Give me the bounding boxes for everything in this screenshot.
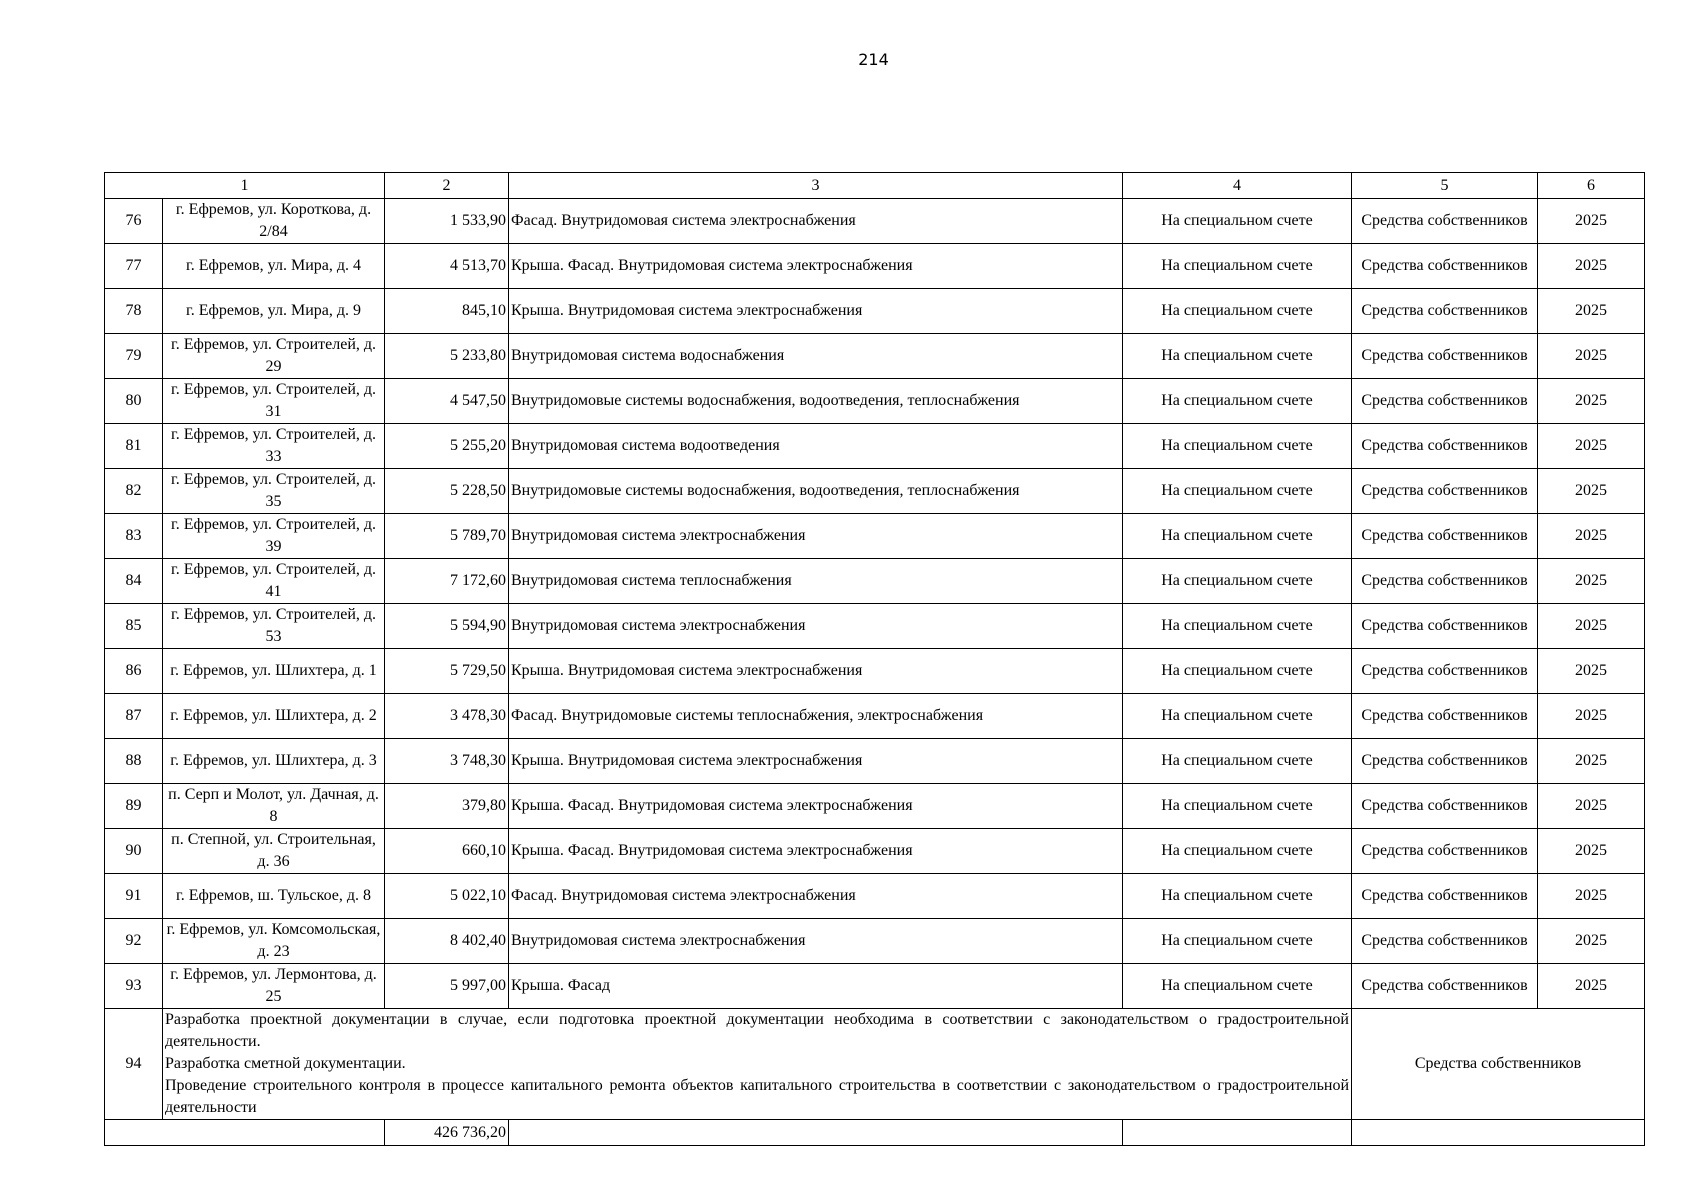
works-cell: Фасад. Внутридомовая система электроснабжения [509,199,1123,244]
row-number: 86 [105,649,163,694]
works-cell: Внутридомовые системы водоснабжения, водоотведения, теплоснабжения [509,379,1123,424]
year-cell: 2025 [1538,469,1645,514]
funding-source-cell: Средства собственников [1352,334,1538,379]
empty-cell [509,1120,1123,1146]
funding-source-cell: Средства собственников [1352,694,1538,739]
year-cell: 2025 [1538,244,1645,289]
address-cell: г. Ефремов, ул. Строителей, д. 33 [163,424,385,469]
works-cell: Крыша. Внутридомовая система электроснабжения [509,649,1123,694]
funding-source-cell: Средства собственников [1352,514,1538,559]
table-row [105,874,1645,919]
account-cell: На специальном счете [1123,199,1352,244]
cost-cell: 3 478,30 [385,694,509,739]
funding-source-cell: Средства собственников [1352,1009,1645,1120]
cost-cell: 845,10 [385,289,509,334]
year-cell: 2025 [1538,424,1645,469]
table-row [105,289,1645,334]
funding-source-cell: Средства собственников [1352,739,1538,784]
address-cell: г. Ефремов, ул. Короткова, д. 2/84 [163,199,385,244]
empty-cell [1123,1120,1352,1146]
funding-source-cell: Средства собственников [1352,199,1538,244]
address-cell: г. Ефремов, ул. Строителей, д. 31 [163,379,385,424]
note-text-cell [163,1009,1352,1120]
note-line: Разработка проектной документации в случае, если подготовка проектной документации необходима в соответствии с законодательством о градостроительной деятельности. [165,1011,1349,1050]
address-cell: г. Ефремов, ул. Строителей, д. 35 [163,469,385,514]
works-cell: Крыша. Внутридомовая система электроснабжения [509,289,1123,334]
works-cell: Крыша. Фасад. Внутридомовая система электроснабжения [509,244,1123,289]
address-cell: г. Ефремов, ул. Комсомольская, д. 23 [163,919,385,964]
funding-source-cell: Средства собственников [1352,829,1538,874]
table-row-note [105,1009,1645,1120]
cost-cell: 1 533,90 [385,199,509,244]
works-cell: Крыша. Фасад [509,964,1123,1009]
address-cell: п. Серп и Молот, ул. Дачная, д. 8 [163,784,385,829]
year-cell: 2025 [1538,739,1645,784]
row-number: 92 [105,919,163,964]
works-cell: Внутридомовая система электроснабжения [509,604,1123,649]
total-cost-cell: 426 736,20 [385,1120,509,1146]
column-header: 3 [509,173,1123,199]
row-number: 81 [105,424,163,469]
account-cell: На специальном счете [1123,649,1352,694]
table-row [105,469,1645,514]
address-cell: г. Ефремов, ул. Строителей, д. 39 [163,514,385,559]
column-header: 6 [1538,173,1645,199]
column-header: 5 [1352,173,1538,199]
table-row [105,559,1645,604]
works-cell: Внутридомовая система теплоснабжения [509,559,1123,604]
works-cell: Внутридомовая система водоснабжения [509,334,1123,379]
address-cell: г. Ефремов, ул. Шлихтера, д. 3 [163,739,385,784]
cost-cell: 3 748,30 [385,739,509,784]
year-cell: 2025 [1538,199,1645,244]
works-cell: Фасад. Внутридомовые системы теплоснабжения, электроснабжения [509,694,1123,739]
total-row [105,1120,1645,1146]
account-cell: На специальном счете [1123,514,1352,559]
column-header: 1 [105,173,385,199]
year-cell: 2025 [1538,649,1645,694]
year-cell: 2025 [1538,604,1645,649]
table-row [105,919,1645,964]
cost-cell: 4 547,50 [385,379,509,424]
table-row [105,784,1645,829]
cost-cell: 4 513,70 [385,244,509,289]
cost-cell: 5 789,70 [385,514,509,559]
year-cell: 2025 [1538,379,1645,424]
table-row [105,964,1645,1009]
year-cell: 2025 [1538,919,1645,964]
year-cell: 2025 [1538,829,1645,874]
row-number: 87 [105,694,163,739]
page-number: 214 [858,50,889,69]
address-cell: г. Ефремов, ул. Шлихтера, д. 2 [163,694,385,739]
funding-source-cell: Средства собственников [1352,649,1538,694]
row-number: 89 [105,784,163,829]
year-cell: 2025 [1538,559,1645,604]
cost-cell: 5 255,20 [385,424,509,469]
cost-cell: 8 402,40 [385,919,509,964]
row-number: 82 [105,469,163,514]
funding-source-cell: Средства собственников [1352,244,1538,289]
row-number: 85 [105,604,163,649]
table-row [105,649,1645,694]
note-line: Проведение строительного контроля в процессе капитального ремонта объектов капитального строительства в соответствии с законодательством о градостроительной деятельности [165,1077,1349,1116]
account-cell: На специальном счете [1123,829,1352,874]
address-cell: г. Ефремов, ул. Строителей, д. 29 [163,334,385,379]
account-cell: На специальном счете [1123,424,1352,469]
account-cell: На специальном счете [1123,739,1352,784]
funding-source-cell: Средства собственников [1352,469,1538,514]
table-row [105,334,1645,379]
account-cell: На специальном счете [1123,964,1352,1009]
cost-cell: 379,80 [385,784,509,829]
account-cell: На специальном счете [1123,559,1352,604]
year-cell: 2025 [1538,334,1645,379]
works-cell: Крыша. Внутридомовая система электроснабжения [509,739,1123,784]
works-cell: Внутридомовая система электроснабжения [509,514,1123,559]
funding-source-cell: Средства собственников [1352,874,1538,919]
account-cell: На специальном счете [1123,289,1352,334]
table-row [105,379,1645,424]
row-number: 76 [105,199,163,244]
funding-source-cell: Средства собственников [1352,964,1538,1009]
works-cell: Фасад. Внутридомовая система электроснабжения [509,874,1123,919]
account-cell: На специальном счете [1123,919,1352,964]
funding-source-cell: Средства собственников [1352,559,1538,604]
year-cell: 2025 [1538,289,1645,334]
capital-repair-table [104,172,1645,1146]
note-line: Разработка сметной документации. [165,1055,406,1072]
works-cell: Внутридомовая система водоотведения [509,424,1123,469]
row-number: 94 [105,1009,163,1120]
funding-source-cell: Средства собственников [1352,784,1538,829]
funding-source-cell: Средства собственников [1352,919,1538,964]
row-number: 78 [105,289,163,334]
header-row [105,173,1645,199]
address-cell: г. Ефремов, ш. Тульское, д. 8 [163,874,385,919]
works-cell: Внутридомовая система электроснабжения [509,919,1123,964]
account-cell: На специальном счете [1123,874,1352,919]
table-row [105,199,1645,244]
account-cell: На специальном счете [1123,694,1352,739]
cost-cell: 7 172,60 [385,559,509,604]
cost-cell: 5 729,50 [385,649,509,694]
year-cell: 2025 [1538,514,1645,559]
row-number: 83 [105,514,163,559]
table-row [105,739,1645,784]
account-cell: На специальном счете [1123,469,1352,514]
column-header: 4 [1123,173,1352,199]
funding-source-cell: Средства собственников [1352,604,1538,649]
year-cell: 2025 [1538,784,1645,829]
cost-cell: 5 228,50 [385,469,509,514]
table-row [105,424,1645,469]
address-cell: п. Степной, ул. Строительная, д. 36 [163,829,385,874]
column-header: 2 [385,173,509,199]
account-cell: На специальном счете [1123,379,1352,424]
row-number: 88 [105,739,163,784]
works-cell: Внутридомовые системы водоснабжения, водоотведения, теплоснабжения [509,469,1123,514]
account-cell: На специальном счете [1123,334,1352,379]
row-number: 80 [105,379,163,424]
year-cell: 2025 [1538,874,1645,919]
cost-cell: 5 233,80 [385,334,509,379]
cost-cell: 5 022,10 [385,874,509,919]
row-number: 90 [105,829,163,874]
address-cell: г. Ефремов, ул. Лермонтова, д. 25 [163,964,385,1009]
row-number: 84 [105,559,163,604]
table-row [105,829,1645,874]
table-row [105,604,1645,649]
year-cell: 2025 [1538,964,1645,1009]
funding-source-cell: Средства собственников [1352,379,1538,424]
row-number: 93 [105,964,163,1009]
table-row [105,514,1645,559]
works-cell: Крыша. Фасад. Внутридомовая система электроснабжения [509,829,1123,874]
works-cell: Крыша. Фасад. Внутридомовая система электроснабжения [509,784,1123,829]
empty-cell [1352,1120,1645,1146]
account-cell: На специальном счете [1123,244,1352,289]
address-cell: г. Ефремов, ул. Строителей, д. 41 [163,559,385,604]
funding-source-cell: Средства собственников [1352,424,1538,469]
funding-source-cell: Средства собственников [1352,289,1538,334]
row-number: 91 [105,874,163,919]
address-cell: г. Ефремов, ул. Мира, д. 4 [163,244,385,289]
address-cell: г. Ефремов, ул. Мира, д. 9 [163,289,385,334]
total-label-cell [105,1120,385,1146]
row-number: 79 [105,334,163,379]
address-cell: г. Ефремов, ул. Строителей, д. 53 [163,604,385,649]
row-number: 77 [105,244,163,289]
cost-cell: 5 594,90 [385,604,509,649]
account-cell: На специальном счете [1123,604,1352,649]
year-cell: 2025 [1538,694,1645,739]
account-cell: На специальном счете [1123,784,1352,829]
table-row [105,244,1645,289]
address-cell: г. Ефремов, ул. Шлихтера, д. 1 [163,649,385,694]
table-row [105,694,1645,739]
cost-cell: 660,10 [385,829,509,874]
cost-cell: 5 997,00 [385,964,509,1009]
